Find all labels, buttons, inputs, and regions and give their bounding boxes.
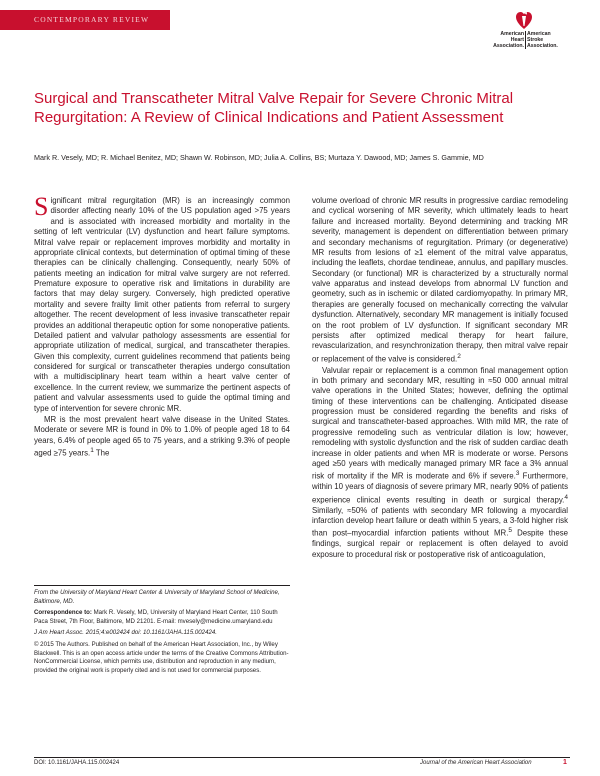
citation-ref[interactable]: 4 <box>564 493 568 501</box>
footer-doi[interactable]: DOI: 10.1161/JAHA.115.002424 <box>34 760 120 766</box>
drop-cap: S <box>34 192 49 221</box>
page-number: 1 <box>563 759 567 766</box>
author-list: Mark R. Vesely, MD; R. Michael Benitez, MD; Shawn W. Robinson, MD; Julia A. Collins, BS; Murtaza Y. Dawood, MD; James S. Gammie, MD <box>34 153 484 162</box>
footer-journal-name: Journal of the American Heart Association <box>420 760 532 766</box>
heart-torch-icon <box>516 10 532 30</box>
article-title: Surgical and Transcatheter Mitral Valve Repair for Severe Chronic Mitral Regurgitation: A Review of Clinical Indications and Patient Assessment <box>34 90 514 126</box>
logo-aha-text: American Heart Association. <box>493 31 524 49</box>
body-paragraph: volume overload of chronic MR results in progressive cardiac remodeling and cyclical worsening of MR severity, which ultimately leads to heart failure and increased mortality. Beyond determining and tracking MR severity, management is dependent on differentiation between primary and secondary mechanisms of regurgitation. Primary (or degenerative) MR results from lesions of ≥1 element of the mitral valve apparatus, including the leaflets, chordae tendineae, annulus, and papillary muscles. Secondary (or functional) MR is characterized by a structurally normal valve apparatus and instead develops from abnormal LV function and geometry, such as in ischemic or dilated cardiomyopathy. In primary MR, therapies are generally focused on mechanically correcting the valvular dysfunction. Alternatively, secondary MR management is initially focused on the root problem of LV dysfunction. If significant secondary MR persists after optimized medical therapy for heart failure, revascularization, and resynchronization therapy, then mitral valve repair or replacement of the valve is considered.$^2$ <box>312 196 568 364</box>
correspondence-note: Correspondence to: Mark R. Vesely, MD, University of Maryland Heart Center, 110 South Paca Street, 7th Floor, Baltimore, MD 21201. E-mail: mvesely@medicine.umaryland.edu <box>34 609 278 625</box>
abstract-paragraph: Significant mitral regurgitation (MR) is an increasingly common disorder affecting nearly 10% of the US population aged >75 years and is associated with increased morbidity and mortality in the setting of left ventricular (LV) dysfunction and heart failure symptoms. Mitral valve repair or replacement improves morbidity and mortality in appropriate clinical contexts, but determination of optimal timing of these therapies can be clinically challenging. Consequently, nearly 50% of patients meeting an indication for mitral valve surgery are not referred. Premature exposure to operative risk and limitations in durability are factors that may delay surgery. Conversely, high predicted operative mortality and severe frailty limit other patients from referral to surgery altogether. The recent development of less invasive transcatheter repair provides an additional therapeutic option for some nonoperative patients. Detailed patient and valvular pathology assessments are essential for appropriate utilization of medical, surgical, and transcatheter therapies. Given this complexity, current guidelines recommend that patients being considered for surgical or transcatheter therapies undergo consultation with a multidisciplinary heart team within a heart valve center of excellence. In the current review, we summarize the pertinent aspects of patient and valvular assessments used to guide the optimal timing and type of intervention for severe chronic MR. <box>34 192 290 413</box>
right-column <box>312 196 568 560</box>
body-paragraph: MR is the most prevalent heart valve disease in the United States. Moderate or severe MR is found in 0% to 1.0% of people aged 18 to 64 years, 6.4% of people aged 65 to 75 years, and a striking 9.3% of people aged ≥75 years.$^1$ The <box>34 414 290 458</box>
affiliation-note: From the University of Maryland Heart Center & University of Maryland School of Medicine, Baltimore, MD. <box>34 589 280 605</box>
logo-asa-text: American Stroke Association. <box>527 31 558 49</box>
logo-divider <box>525 31 526 49</box>
citation-ref[interactable]: 2 <box>457 352 461 360</box>
aha-asa-logo <box>482 10 562 54</box>
citation-ref[interactable]: 5 <box>508 527 513 535</box>
section-banner <box>0 10 170 30</box>
left-column <box>34 192 290 459</box>
footnotes <box>34 589 290 678</box>
banner-label: CONTEMPORARY REVIEW <box>34 15 150 24</box>
citation-ref[interactable]: 3 <box>515 470 520 478</box>
license-note: © 2015 The Authors. Published on behalf of the American Heart Association, Inc., by Wiley Blackwell. This is an open access article under the terms of the Creative Commons Attribution-NonCommercial License, which permits use, distribution and reproduction in any medium, provided the original work is properly cited and is not used for commercial purposes. <box>34 640 289 674</box>
footnote-divider <box>34 585 290 586</box>
body-paragraph: Valvular repair or replacement is a common final management option in both primary and secondary MR, resulting in ≈50 000 annual mitral valve operations in the United States; however, defining the optimal timing of these interventions can be challenging. Anticipated disease progression must be considered regarding the benefits and risks of surgical and transcatheter-based approaches. With mild MR, the rate of progressive remodeling such as ventricular dilation is low; however, remodeling with systolic dysfunction and the risk of sudden cardiac death increase in older patients and when MR is moderate or worse. Persons aged ≥50 years with medically managed primary MR face a 3% annual risk of mortality if the MR is moderate and 6% if severe.$^3$ Furthermore, within 10 years of diagnosis of severe primary MR, nearly 90% of patients experience clinical events resulting in death or surgical therapy.$^4$ Similarly, ≈50% of patients with secondary MR following a myocardial infarction develop heart failure or death within 5 years, a 3-fold higher risk than post–myocardial infarction patients without MR.$^5$ Despite these findings, surgical repair or replacement is often delayed to avoid exposure to procedural risk or postoperative risk of anticoagulation, <box>312 365 568 559</box>
citation-note: J Am Heart Assoc. 2015;4:e002424 doi: 10.1161/JAHA.115.002424. <box>34 629 217 637</box>
citation-ref[interactable]: 1 <box>90 447 94 454</box>
